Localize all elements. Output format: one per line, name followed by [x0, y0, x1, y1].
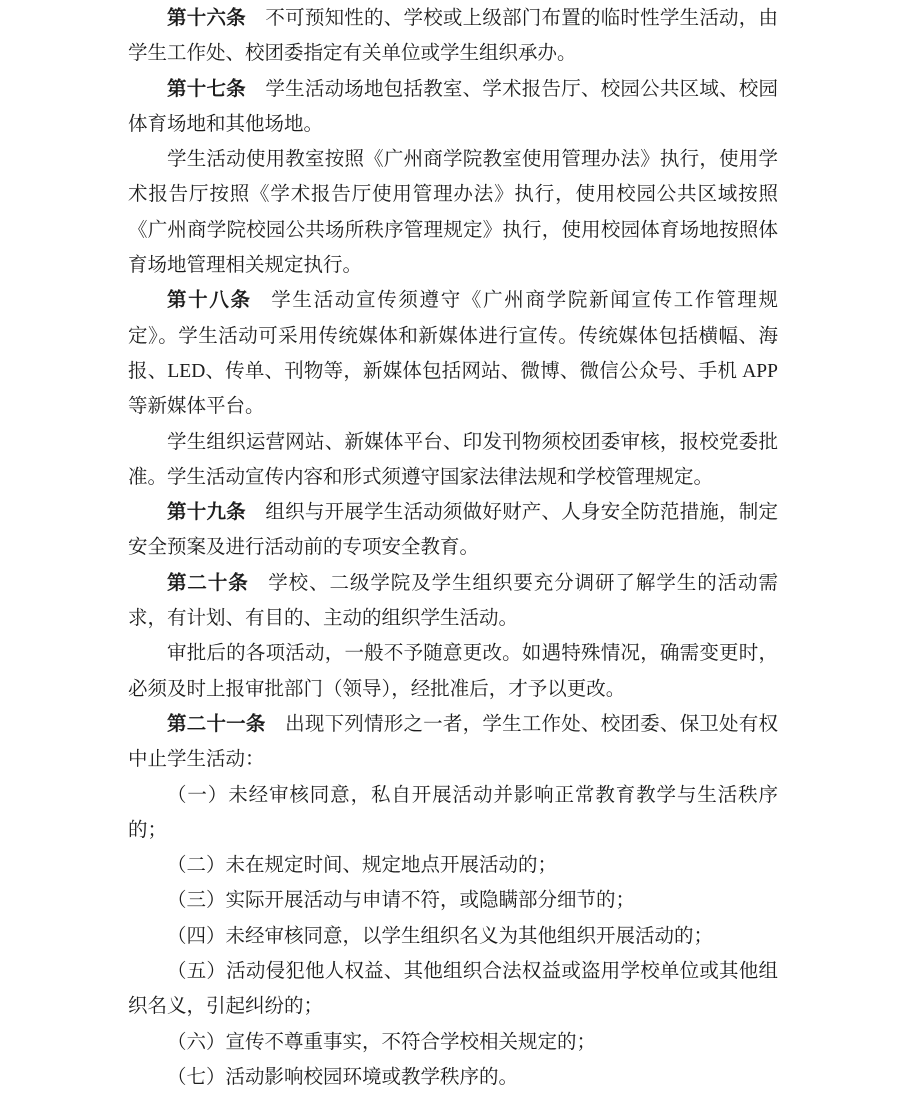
- paragraph-text: 学校、二级学院及学生组织要充分调研了解学生的活动需求，有计划、有目的、主动的组织学生活动。: [128, 572, 778, 630]
- paragraph-10: [128, 778, 778, 849]
- paragraph-1: [128, 1, 778, 72]
- article-number: 第十八条: [167, 290, 252, 312]
- paragraph-text: 组织与开展学生活动须做好财产、人身安全防范措施，制定安全预案及进行活动前的专项安全教育。: [128, 502, 778, 559]
- paragraph-text: （三）实际开展活动与申请不符，或隐瞒部分细节的；: [167, 890, 636, 912]
- paragraph-text: 学生组织运营网站、新媒体平台、印发刊物须校团委审核，报校党委批准。学生活动宣传内容和形式须遵守国家法律法规和学校管理规定。: [128, 431, 778, 488]
- paragraph-9: [128, 707, 778, 778]
- paragraph-text: 学生活动使用教室按照《广州商学院教室使用管理办法》执行，使用学术报告厅按照《学术报告厅使用管理办法》执行，使用校园公共区域按照《广州商学院校园公共场所秩序管理规定》执行，使用校园体育场地按照体育场地管理相关规定执行。: [128, 149, 778, 277]
- article-number: 第十九条: [167, 502, 246, 524]
- paragraph-text: 学生活动场地包括教室、学术报告厅、校园公共区域、校园体育场地和其他场地。: [128, 78, 778, 135]
- paragraph-text: （七）活动影响校园环境或教学秩序的。: [167, 1066, 519, 1088]
- paragraph-4: [128, 283, 778, 424]
- paragraph-8: [128, 636, 778, 707]
- paragraph-7: [128, 566, 778, 637]
- paragraph-11: [128, 848, 778, 883]
- article-number: 第二十条: [167, 572, 249, 594]
- paragraph-text: （六）宣传不尊重事实，不符合学校相关规定的；: [167, 1031, 597, 1053]
- paragraph-2: [128, 72, 778, 143]
- paragraph-5: [128, 425, 778, 496]
- paragraph-12: [128, 883, 778, 918]
- paragraph-text: 学生活动宣传须遵守《广州商学院新闻宣传工作管理规定》。学生活动可采用传统媒体和新媒体进行宣传。传统媒体包括横幅、海报、LED、传单、刊物等，新媒体包括网站、微博、微信公众号、手机 APP 等新媒体平台。: [128, 290, 778, 418]
- paragraph-14: [128, 954, 778, 1025]
- paragraph-6: [128, 495, 778, 566]
- paragraph-text: （五）活动侵犯他人权益、其他组织合法权益或盗用学校单位或其他组织名义，引起纠纷的；: [128, 961, 778, 1018]
- article-number: 第十七条: [167, 78, 246, 100]
- article-number: 第二十一条: [167, 713, 266, 735]
- paragraph-3: [128, 142, 778, 283]
- paragraph-16: [128, 1060, 778, 1095]
- paragraph-text: （一）未经审核同意，私自开展活动并影响正常教育教学与生活秩序的；: [128, 784, 778, 841]
- paragraph-text: 不可预知性的、学校或上级部门布置的临时性学生活动，由学生工作处、校团委指定有关单位或学生组织承办。: [128, 8, 778, 65]
- paragraph-text: 审批后的各项活动，一般不予随意更改。如遇特殊情况，确需变更时，必须及时上报审批部门（领导），经批准后，才予以更改。: [128, 643, 778, 700]
- paragraph-text: （二）未在规定时间、规定地点开展活动的；: [167, 855, 558, 877]
- paragraph-15: [128, 1025, 778, 1060]
- paragraph-13: [128, 919, 778, 954]
- paragraph-text: （四）未经审核同意，以学生组织名义为其他组织开展活动的；: [167, 925, 714, 947]
- article-number: 第十六条: [167, 8, 246, 29]
- paragraph-text: 出现下列情形之一者，学生工作处、校团委、保卫处有权中止学生活动：: [128, 713, 778, 771]
